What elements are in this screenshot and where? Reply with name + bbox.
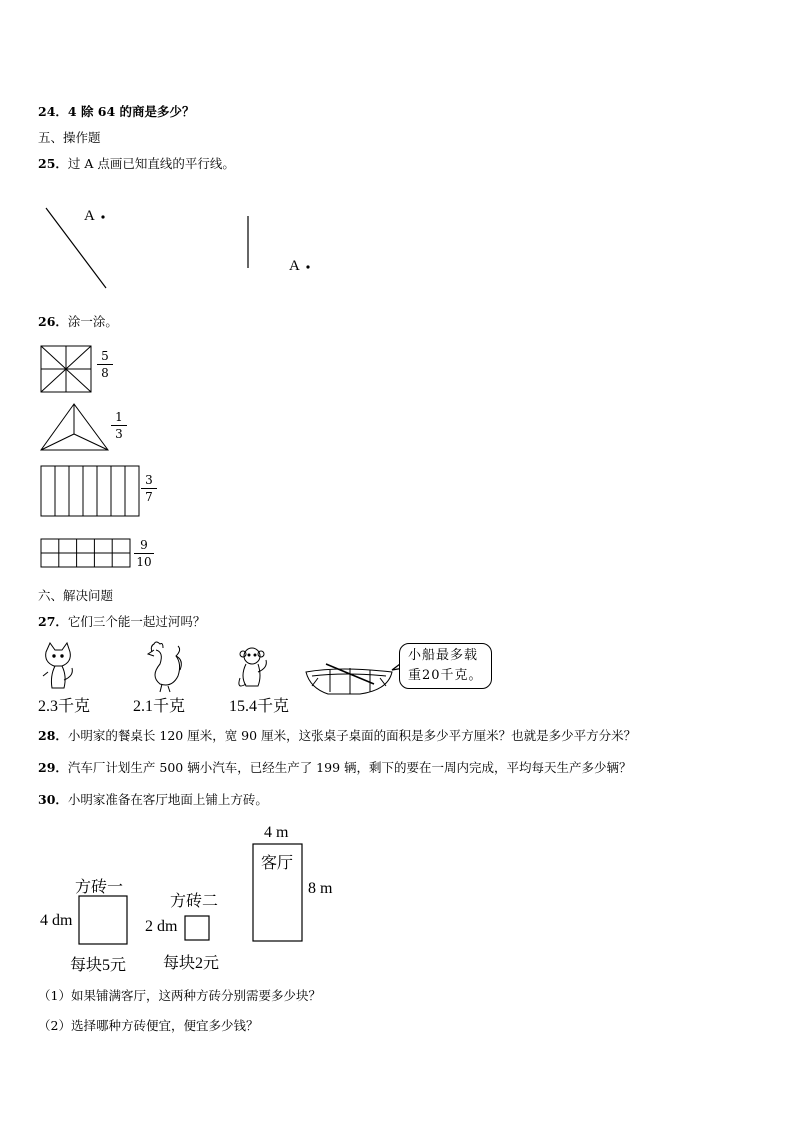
- room-length: 8 m: [308, 880, 333, 897]
- q30-sub-question-1: （1）如果铺满客厅，这两种方砖分别需要多少块？: [38, 988, 321, 1003]
- tile-1-price: 每块5元: [70, 957, 127, 974]
- fraction-numerator: 1: [111, 410, 127, 426]
- tile-1-square: [79, 896, 127, 944]
- question-text: 汽车厂计划生产 500 辆小汽车，已经生产了 199 辆，剩下的要在一周内完成，平均每天生产多少辆？: [67, 760, 632, 775]
- question-text: 它们三个能一起过河吗？: [67, 614, 206, 629]
- question-number: 27．: [38, 614, 68, 629]
- question-number: 28．: [38, 728, 68, 743]
- weight-rooster: 2.1千克: [133, 698, 186, 715]
- q30-sub-question-2: （2）选择哪种方砖便宜，便宜多少钱？: [38, 1018, 259, 1033]
- question-text: 4 除 64 的商是多少？: [67, 104, 195, 119]
- tile-2-side: 2 dm: [145, 918, 178, 935]
- fraction-numerator: 5: [97, 349, 113, 365]
- room-width: 4 m: [264, 824, 289, 841]
- section-heading-6: 六、解决问题: [38, 588, 114, 603]
- question-text: 涂一涂。: [67, 314, 118, 329]
- point-a-label-2: A: [289, 258, 300, 274]
- fraction-numerator: 3: [141, 473, 157, 489]
- fraction-denominator: 3: [115, 427, 123, 441]
- bubble-line-1: 小船最多载: [408, 648, 479, 663]
- section-heading-5: 五、操作题: [38, 130, 101, 145]
- question-number: 30．: [38, 792, 68, 807]
- fraction-denominator: 10: [136, 555, 152, 569]
- question-number: 24．: [38, 104, 68, 119]
- tile-2-square: [185, 916, 209, 940]
- fraction-numerator: 9: [134, 538, 154, 554]
- question-text: 过 A 点画已知直线的平行线。: [67, 156, 235, 171]
- bubble-line-2: 重20千克。: [408, 668, 483, 683]
- tile-2-price: 每块2元: [163, 955, 220, 972]
- tile-2-title: 方砖二: [170, 893, 219, 910]
- question-number: 29．: [38, 760, 68, 775]
- question-number: 26．: [38, 314, 68, 329]
- fraction-denominator: 7: [145, 490, 153, 504]
- question-number: 25．: [38, 156, 68, 171]
- room-label: 客厅: [261, 855, 294, 872]
- weight-monkey: 15.4千克: [229, 698, 290, 715]
- question-text: 小明家准备在客厅地面上铺上方砖。: [67, 792, 268, 807]
- tile-1-side: 4 dm: [40, 912, 73, 929]
- weight-cat: 2.3千克: [38, 698, 91, 715]
- point-a-label-1: A: [84, 208, 95, 224]
- question-text: 小明家的餐桌长 120 厘米，宽 90 厘米，这张桌子桌面的面积是多少平方厘米？也就是多少平方分米？: [67, 728, 637, 743]
- fraction-denominator: 8: [101, 366, 109, 380]
- tile-1-title: 方砖一: [75, 879, 124, 896]
